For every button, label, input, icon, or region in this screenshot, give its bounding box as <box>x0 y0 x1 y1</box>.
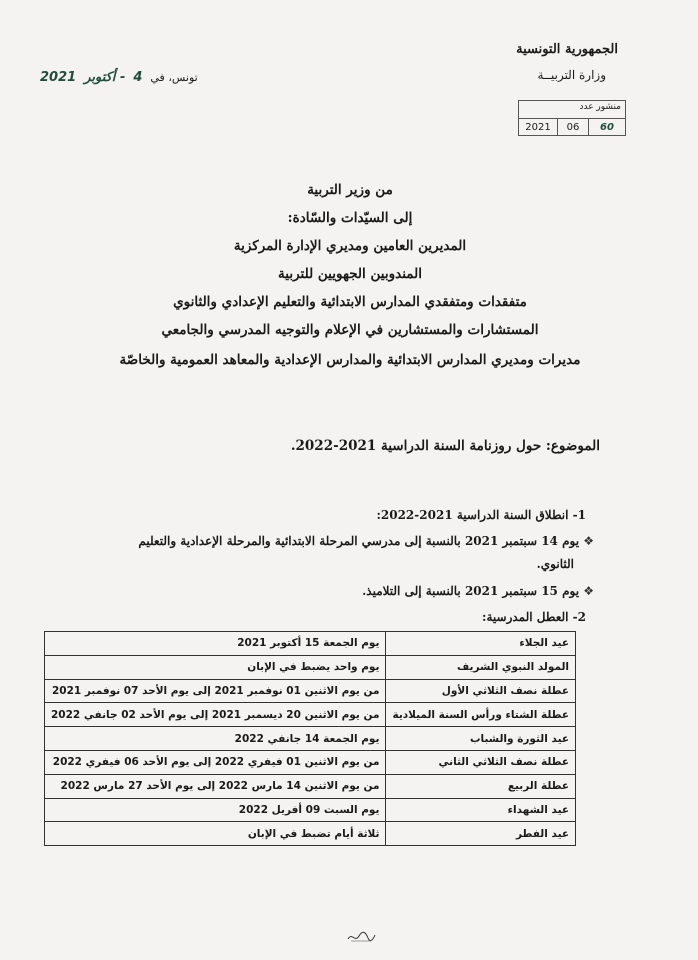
publication-part1: 06 <box>558 119 589 135</box>
holiday-date: يوم الجمعة 15 أكتوبر 2021 <box>45 632 386 656</box>
date-day: 4 <box>133 70 143 85</box>
holidays-table <box>44 631 576 846</box>
publication-number-box <box>518 100 626 136</box>
bullet-item: ❖ يوم 14 سبتمبر 2021 بالنسبة إلى مدرسي المرحلة الابتدائية والمرحلة الإعدادية والتعليم <box>138 534 594 548</box>
holiday-name: المولد النبوي الشريف <box>386 655 576 679</box>
holiday-date: يوم السبت 09 أفريل 2022 <box>45 798 386 822</box>
holiday-name: عيد الشهداء <box>386 798 576 822</box>
ministry-name: وزارة التربيــة <box>537 68 606 82</box>
table-row <box>45 822 576 846</box>
country-name: الجمهورية التونسية <box>516 42 618 57</box>
table-row <box>45 727 576 751</box>
bullet-item: ❖ يوم 15 سبتمبر 2021 بالنسبة إلى التلاميذ. <box>362 584 594 598</box>
table-row <box>45 679 576 703</box>
section-2-title: 2- العطل المدرسية: <box>482 610 586 624</box>
holiday-name: عيد الجلاء <box>386 632 576 656</box>
holiday-date: يوم واحد يضبط في الإبان <box>45 655 386 679</box>
table-row <box>45 703 576 727</box>
addressee-line: المستشارات والمستشارين في الإعلام والتوجيه المدرسي والجامعي <box>161 322 539 338</box>
signature-mark <box>346 930 376 944</box>
holiday-date: من يوم الاثنين 01 نوفمبر 2021 إلى يوم الأحد 07 نوفمبر 2021 <box>45 679 386 703</box>
bullet-star-icon: ❖ <box>579 584 594 598</box>
table-row <box>45 750 576 774</box>
section-1-title: 1- انطلاق السنة الدراسية 2021-2022: <box>376 508 586 522</box>
date-year: 2021 <box>40 70 77 85</box>
table-row <box>45 655 576 679</box>
holiday-name: عطلة نصف الثلاثي الثاني <box>386 750 576 774</box>
addressee-line: المديرين العامين ومديري الإدارة المركزية <box>233 238 467 254</box>
table-row <box>45 774 576 798</box>
addressee-intro: إلى السيّدات والسّادة: <box>287 210 413 226</box>
publication-label: منشور عدد <box>579 102 621 112</box>
holiday-name: عطلة نصف الثلاثي الأول <box>386 679 576 703</box>
holiday-date: يوم الجمعة 14 جانفي 2022 <box>45 727 386 751</box>
table-row <box>45 632 576 656</box>
place-date <box>40 70 198 85</box>
publication-number-row <box>519 118 625 135</box>
holiday-name: عطلة الشتاء ورأس السنة الميلادية <box>386 703 576 727</box>
holiday-date: من يوم الاثنين 20 ديسمبر 2021 إلى يوم الأحد 02 جانفي 2022 <box>45 703 386 727</box>
addressee-line: متفقدات ومتفقدي المدارس الابتدائية والتعليم الإعدادي والثانوي <box>173 294 527 310</box>
holiday-name: عيد الفطر <box>386 822 576 846</box>
date-month: - أكتوبر <box>84 70 126 85</box>
holiday-name: عيد الثورة والشباب <box>386 727 576 751</box>
holiday-date: من يوم الاثنين 01 فيفري 2022 إلى يوم الأحد 06 فيفري 2022 <box>45 750 386 774</box>
holiday-date: من يوم الاثنين 14 مارس 2022 إلى يوم الأحد 27 مارس 2022 <box>45 774 386 798</box>
place-label: تونس، في <box>150 71 198 84</box>
subject-line: الموضوع: حول روزنامة السنة الدراسية 2021-2022. <box>290 438 600 454</box>
addressee-line: مديرات ومديري المدارس الابتدائية والمدارس الإعدادية والمعاهد العمومية والخاصّة <box>119 352 581 368</box>
addressee-line: المندوبين الجهويين للتربية <box>278 266 422 282</box>
publication-year: 2021 <box>519 119 558 135</box>
holiday-name: عطلة الربيع <box>386 774 576 798</box>
sender-line: من وزير التربية <box>307 182 393 198</box>
holiday-date: ثلاثة أيام تضبط في الإبان <box>45 822 386 846</box>
table-row <box>45 798 576 822</box>
publication-part2: 60 <box>600 121 614 133</box>
bullet-continuation: الثانوي. <box>536 557 574 571</box>
bullet-star-icon: ❖ <box>579 534 594 548</box>
